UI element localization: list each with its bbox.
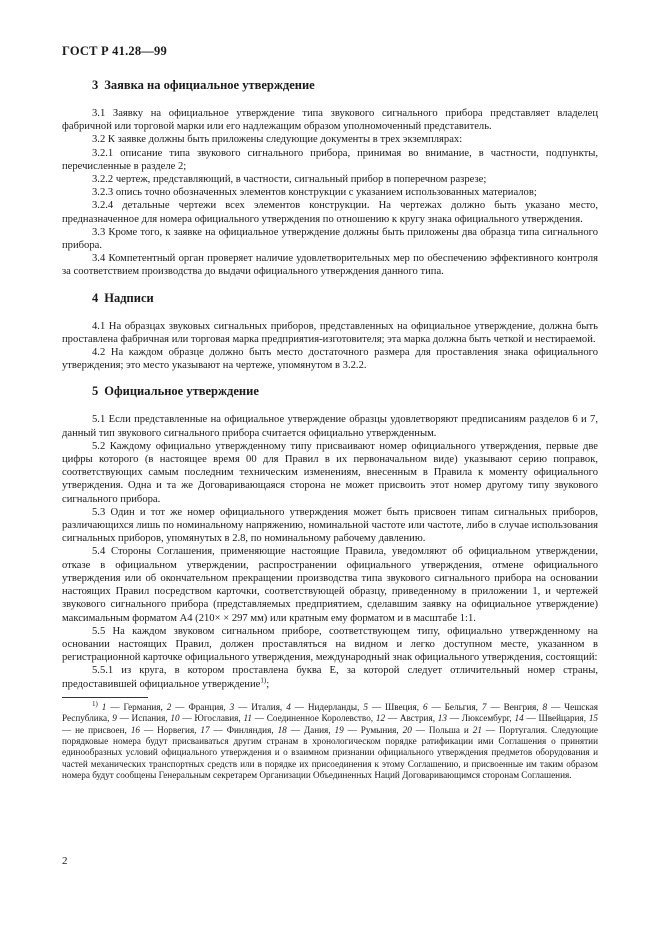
paragraph: 3.2.3 опись точно обозначенных элементов конструкции с указанием использованных материалов;: [92, 187, 537, 199]
paragraph: 3.1 Заявку на официальное утверждение типа звукового сигнального прибора представляет владелец фабричной или торговой марки или его надлежащим образом уполномоченный представитель.: [62, 108, 598, 133]
country-code-item: 3 — Италия,: [229, 701, 287, 712]
footnote: [62, 699, 599, 782]
country-code-item: 19 — Румыния,: [334, 724, 403, 735]
paragraph: 5.2 Каждому официально утвержденному типу присваивают номер официального утверждения, первые две цифры которого (в настоящее время 00 для Правил в их первоначальном виде) указывают серию поправок, соответствующих самым последним техническим изменениям, внесенным в Правила к моменту официального утверждения. Одна и та же Договаривающаяся сторона не может присвоить этот номер другому типу звукового сигнального прибора.: [62, 440, 598, 505]
country-code-item: 15 — не присвоен,: [62, 713, 599, 735]
paragraph: 5.5 На каждом звуковом сигнальном приборе, соответствующем типу, официально утвержденному на основании настоящих Правил, должен проставляться на видном и легко доступном месте, указанном в регистрационной карточке официального утверждения, международный знак официального утверждения, состоящий:: [62, 625, 598, 664]
country-code-item: 14 — Швейцария,: [514, 713, 589, 724]
country-code-item: 7 — Венгрия,: [481, 701, 543, 712]
paragraph: 5.4 Стороны Соглашения, применяющие настоящие Правила, уведомляют об официальном утверждении, отказе в официальном утверждении, распространении официального утверждения, отмене официального утверждения или об окончательном прекращении производства типа звукового сигнального прибора на основании настоящих Правил посредством карточки, соответствующей образцу, приведенному в приложении 1, и чертежей звукового сигнального прибора (представляемых предприятием, сделавшим заявку на официальное утверждение) максимальным форматом А4 (210× × 297 мм) или кратным ему форматом и в масштабе 1:1.: [62, 546, 598, 624]
paragraph: 3.3 Кроме того, к заявке на официальное утверждение должны быть приложены два образца типа сигнального прибора.: [62, 226, 598, 252]
country-code-item: 13 — Люксембург,: [437, 713, 515, 724]
paragraph: 5.1 Если представленные на официальное утверждение образцы удовлетворяют предписаниям разделов 6 и 7, данный тип звукового сигнального прибора считается официально утвержденным.: [62, 414, 598, 439]
country-code-item: 6 — Бельгия,: [422, 701, 482, 712]
paragraph: 3.2.1 описание типа звукового сигнального прибора, принимая во внимание, в частности, подпункты, перечисленные в разделе 2;: [62, 147, 598, 172]
country-code-item: 1 — Германия,: [101, 701, 167, 712]
paragraph: 5.3 Один и тот же номер официального утверждения может быть присвоен типам сигнальных приборов, различающихся лишь по номинальному напряжению, номинальной частоте или частоте, либо в случае использования сигнальных приборов, упомянутых в 2.8, по номинальному рабочему давлению.: [62, 506, 598, 545]
section-heading: 4 Надписи: [92, 290, 154, 305]
paragraph: 3.2.2 чертеж, представляющий, в частности, сигнальный прибор в поперечном разрезе;: [92, 174, 487, 186]
footnote-divider: [62, 697, 148, 698]
page-number: 2: [62, 855, 68, 867]
country-code-item: 11 — Соединенное Королевство,: [243, 713, 376, 724]
country-code-item: 20 — Польша и: [402, 724, 473, 735]
country-code-item: 17 — Финляндия,: [200, 724, 278, 735]
country-code-item: 8 — Чешская Республика,: [62, 701, 598, 724]
document-id: ГОСТ Р 41.28—99: [62, 44, 167, 58]
country-code-item: 16 — Норвегия,: [130, 724, 201, 735]
paragraph: 5.5.1 из круга, в котором проставлена буква Е, за которой следует отличительный номер страны, предоставившей официальное утверждение$^{1)}$;: [62, 665, 598, 690]
country-code-item: 18 — Дания,: [277, 724, 335, 735]
country-code-item: 4 — Нидерланды,: [286, 701, 364, 712]
section-heading: 3 Заявка на официальное утверждение: [92, 78, 315, 92]
paragraph: 3.2 К заявке должны быть приложены следующие документы в трех экземплярах:: [92, 134, 463, 146]
paragraph: 3.2.4 детальные чертежи всех элементов конструкции. На чертежах должно быть указано место, предназначенное для номера официального утверждения по отношению к кругу знака официального утверждения.: [62, 200, 598, 225]
country-code-item: 10 — Югославия,: [170, 713, 244, 724]
footnote-text: Следующие порядковые номера будут присваиваться другим странам в хронологическом порядке ратификации ими Соглашения о принятии единообразных условий официального утверждения и о взаимном признании официального утверждения предметов оборудования и частей механических транспортных средств или в порядке их присоединения к этому Соглашению, и присвоенные им таким образом номера будут сообщены Генеральным секретарем Организации Объединенных Наций Договаривающимся сторонам Соглашения.: [62, 724, 598, 781]
section-4: [62, 291, 598, 373]
footnote-ref: 1): [260, 675, 267, 684]
country-code-item: 5 — Швеция,: [363, 701, 423, 712]
country-code-item: 12 — Австрия,: [375, 713, 438, 724]
section-3: [62, 78, 598, 279]
section-heading: 5 Официальное утверждение: [92, 384, 259, 399]
document-body: [62, 78, 598, 782]
country-code-item: 9 — Испания,: [112, 713, 171, 724]
paragraph: 3.4 Компетентный орган проверяет наличие удовлетворительных мер по обеспечению эффективного контроля за соответствием производства до выдачи официального утверждения данного типа.: [62, 253, 598, 278]
footnote-marker: 1): [92, 699, 98, 708]
section-5: [62, 384, 598, 690]
paragraph: 4.2 На каждом образце должно быть место достаточного размера для проставления знака официального утверждения; это место указывают на чертеже, упомянутом в 3.2.2.: [62, 347, 598, 372]
country-code-item: 2 — Франция,: [166, 701, 230, 712]
country-code-item: 21 — Португалия.: [472, 724, 552, 735]
paragraph: 4.1 На образцах звуковых сигнальных приборов, представленных на официальное утверждение, должна быть проставлена фабричная или торговая марка предприятия-изготовителя; эта марка должна быть четкой и нестираемой.: [62, 320, 598, 345]
